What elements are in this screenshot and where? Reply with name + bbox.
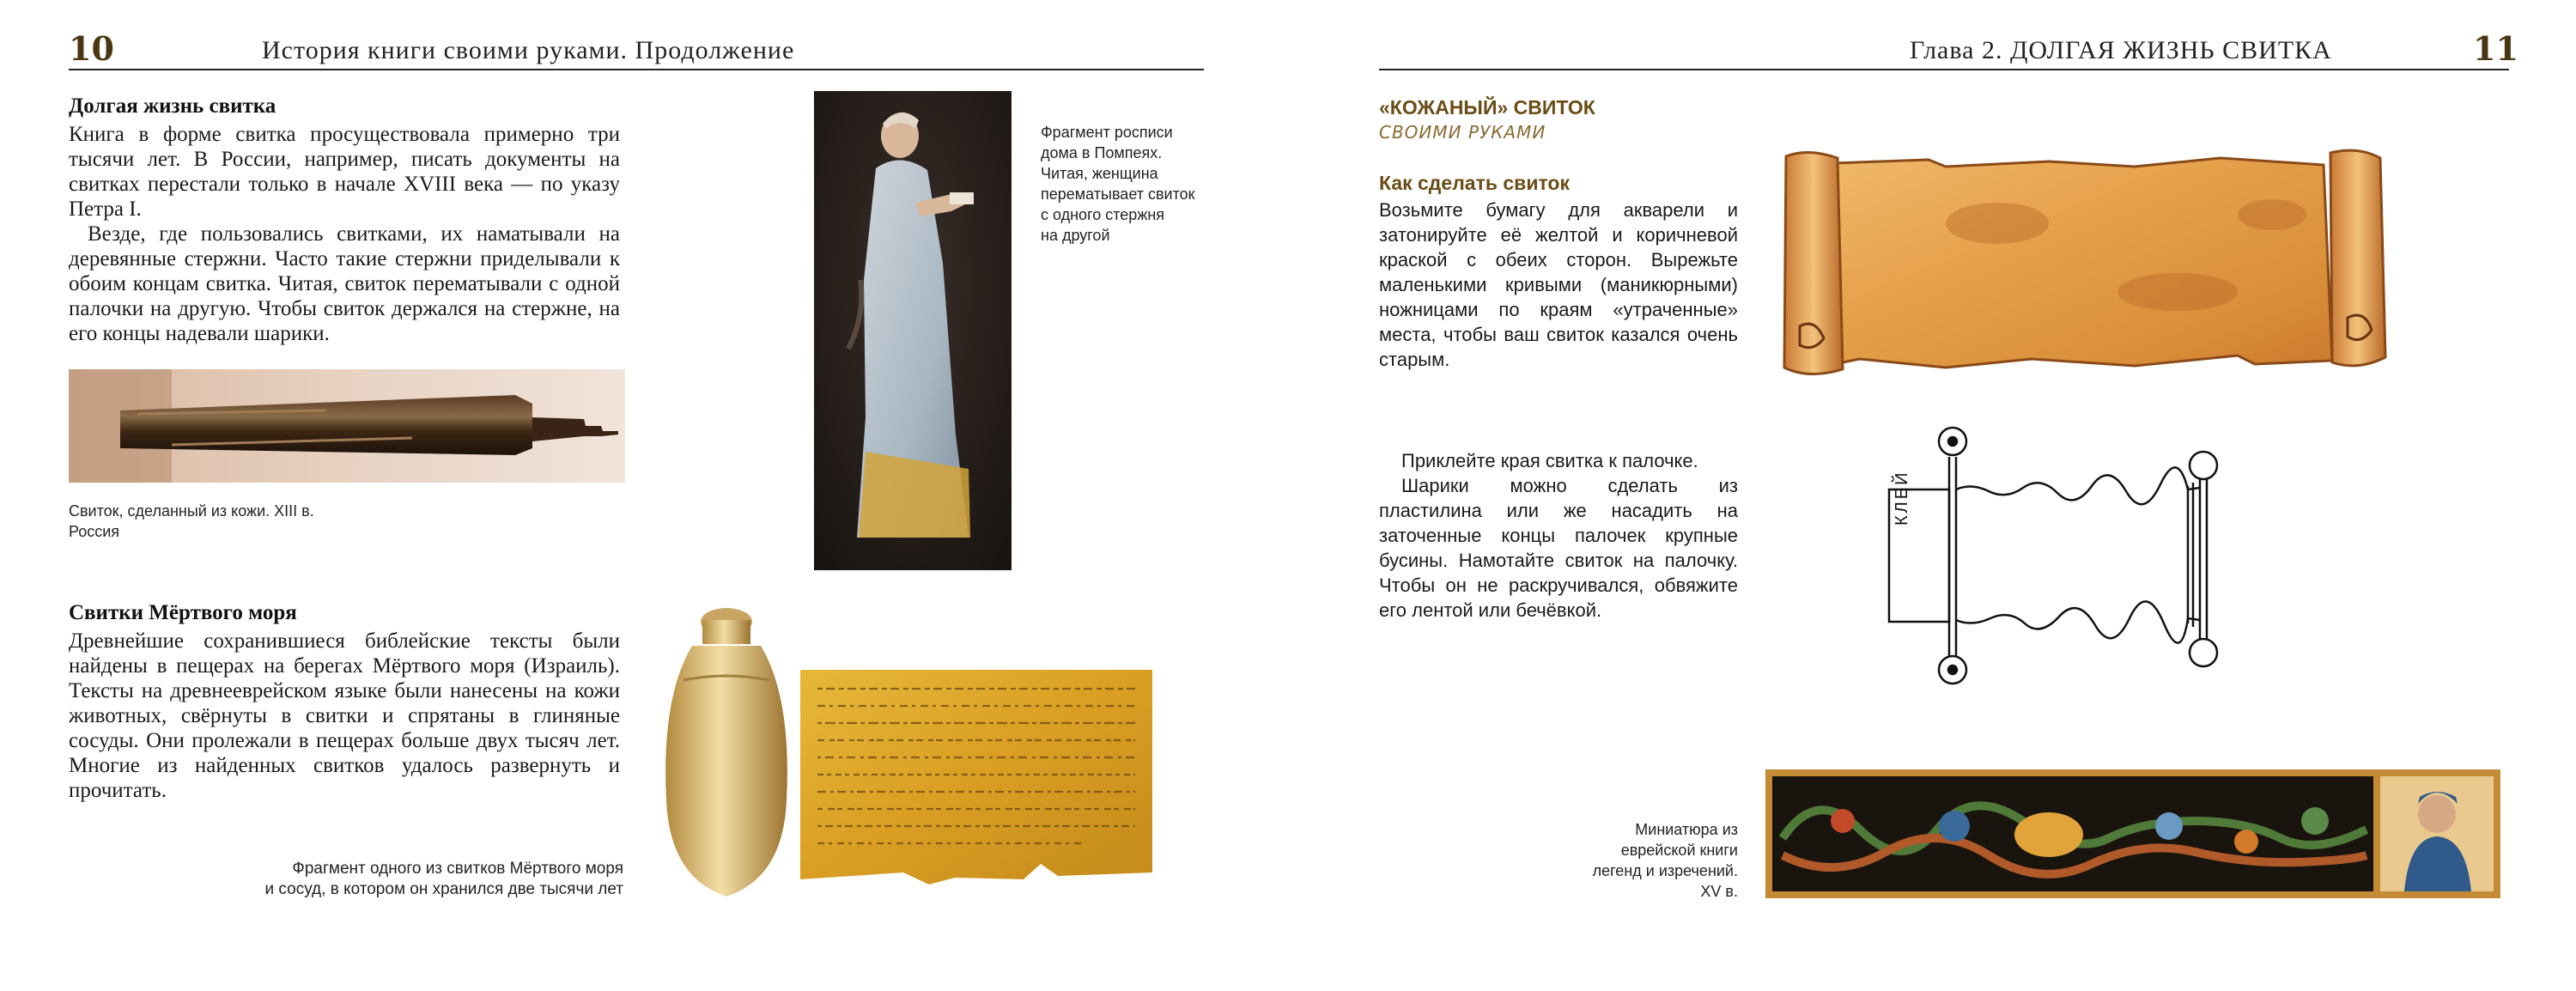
howto-body (1379, 198, 1738, 372)
caption-line: на другой (1041, 227, 1110, 244)
clay-jar-photo (658, 603, 795, 903)
caption-line: Фрагмент одного из свитков Мёртвого моря (292, 860, 623, 878)
section-title-dead-sea: Свитки Мёртвого моря (69, 601, 297, 624)
section-body-dead-sea (69, 629, 620, 803)
caption-line: XV в. (1700, 883, 1738, 900)
running-head-right: Глава 2. ДОЛГАЯ ЖИЗНЬ СВИТКА (1910, 36, 2332, 64)
painted-parchment-scroll (1774, 146, 2392, 381)
caption-line: и сосуд, в котором он хранился две тысячи лет (264, 880, 623, 898)
paragraph: Древнейшие сохранившиеся библейские тексты были найдены в пещерах на берегах Мёртвого моря (Израиль). Тексты на древнееврейском языке были нанесены на кожи животных, свёрнуты в свитки и спрятаны в глиняные сосуды. Они пролежали в пещерах больше двух тысяч лет. Многие из найденных свитков удалось развернуть и прочитать. (69, 629, 620, 802)
caption-line: Миниатюра из (1635, 821, 1738, 838)
caption-miniature (1528, 819, 1738, 902)
caption-line: Читая, женщина (1041, 165, 1158, 182)
caption-line: легенд и изречений. (1592, 862, 1738, 879)
caption-leather-scroll (69, 501, 314, 542)
caption-line: Свиток, сделанный из кожи. XIII в. (69, 502, 314, 520)
header-rule-right (1379, 69, 2509, 70)
paragraph: Шарики можно сделать из пластилина или же насадить на заточенные концы палочек крупные бусины. Намотайте свиток на палочку. Чтобы он не раскручивался, обвяжите его лентой или бечёвкой. (1379, 475, 1738, 621)
paragraph: Везде, где пользовались свитками, их наматывали на деревянные стержни. Часто такие стержни приделывали к обоим концам свитка. Читая, свиток перематывали с одной палочки на другую. Чтобы свиток держался на стержне, на его концы надевали шарики. (69, 222, 620, 345)
caption-pompeii (1041, 122, 1195, 246)
caption-line: перематывает свиток (1041, 185, 1195, 203)
header-rule-left (69, 69, 1204, 70)
section-title-leather-scroll: «КОЖАНЫЙ» СВИТОК (1379, 96, 1595, 119)
section-title-long-life: Долгая жизнь свитка (69, 94, 276, 118)
pompeii-fresco-photo (814, 91, 1012, 570)
diagram-label-glue: КЛЕЙ (1893, 470, 1911, 526)
page-number-right: 11 (2473, 29, 2518, 68)
caption-line: Россия (69, 523, 120, 540)
section-body-long-life (69, 122, 620, 346)
running-head-left: История книги своими руками. Продолжение (262, 36, 795, 64)
howto-title: Как сделать свиток (1379, 172, 1570, 194)
miniature-illustration (1765, 769, 2500, 898)
paragraph: Книга в форме свитка просуществовала примерно три тысячи лет. В России, например, писать документы на свитках перестали только в начале XVIII века — по указу Петра I. (69, 123, 620, 221)
paragraph: Возьмите бумагу для акварели и затонируйте её желтой и коричневой краской с обеих сторон. Вырежьте маленькими кривыми (маникюрными) ножницами по краям «утраченные» места, чтобы ваш свиток казался очень старым. (1379, 199, 1738, 370)
section-subtitle-handmade: СВОИМИ РУКАМИ (1379, 122, 1546, 143)
caption-line: Фрагмент росписи (1041, 124, 1173, 141)
caption-line: с одного стержня (1041, 206, 1165, 223)
caption-dead-sea (206, 859, 623, 900)
caption-line: дома в Помпеях. (1041, 144, 1163, 161)
leather-scroll-photo (69, 369, 625, 483)
page-number-left: 10 (69, 29, 114, 68)
scroll-assembly-diagram (1886, 421, 2221, 687)
caption-line: еврейской книги (1620, 842, 1738, 859)
paragraph: Приклейте края свитка к палочке. (1401, 450, 1698, 471)
dead-sea-scroll-fragment-photo (800, 670, 1152, 885)
glue-instructions (1379, 448, 1738, 623)
